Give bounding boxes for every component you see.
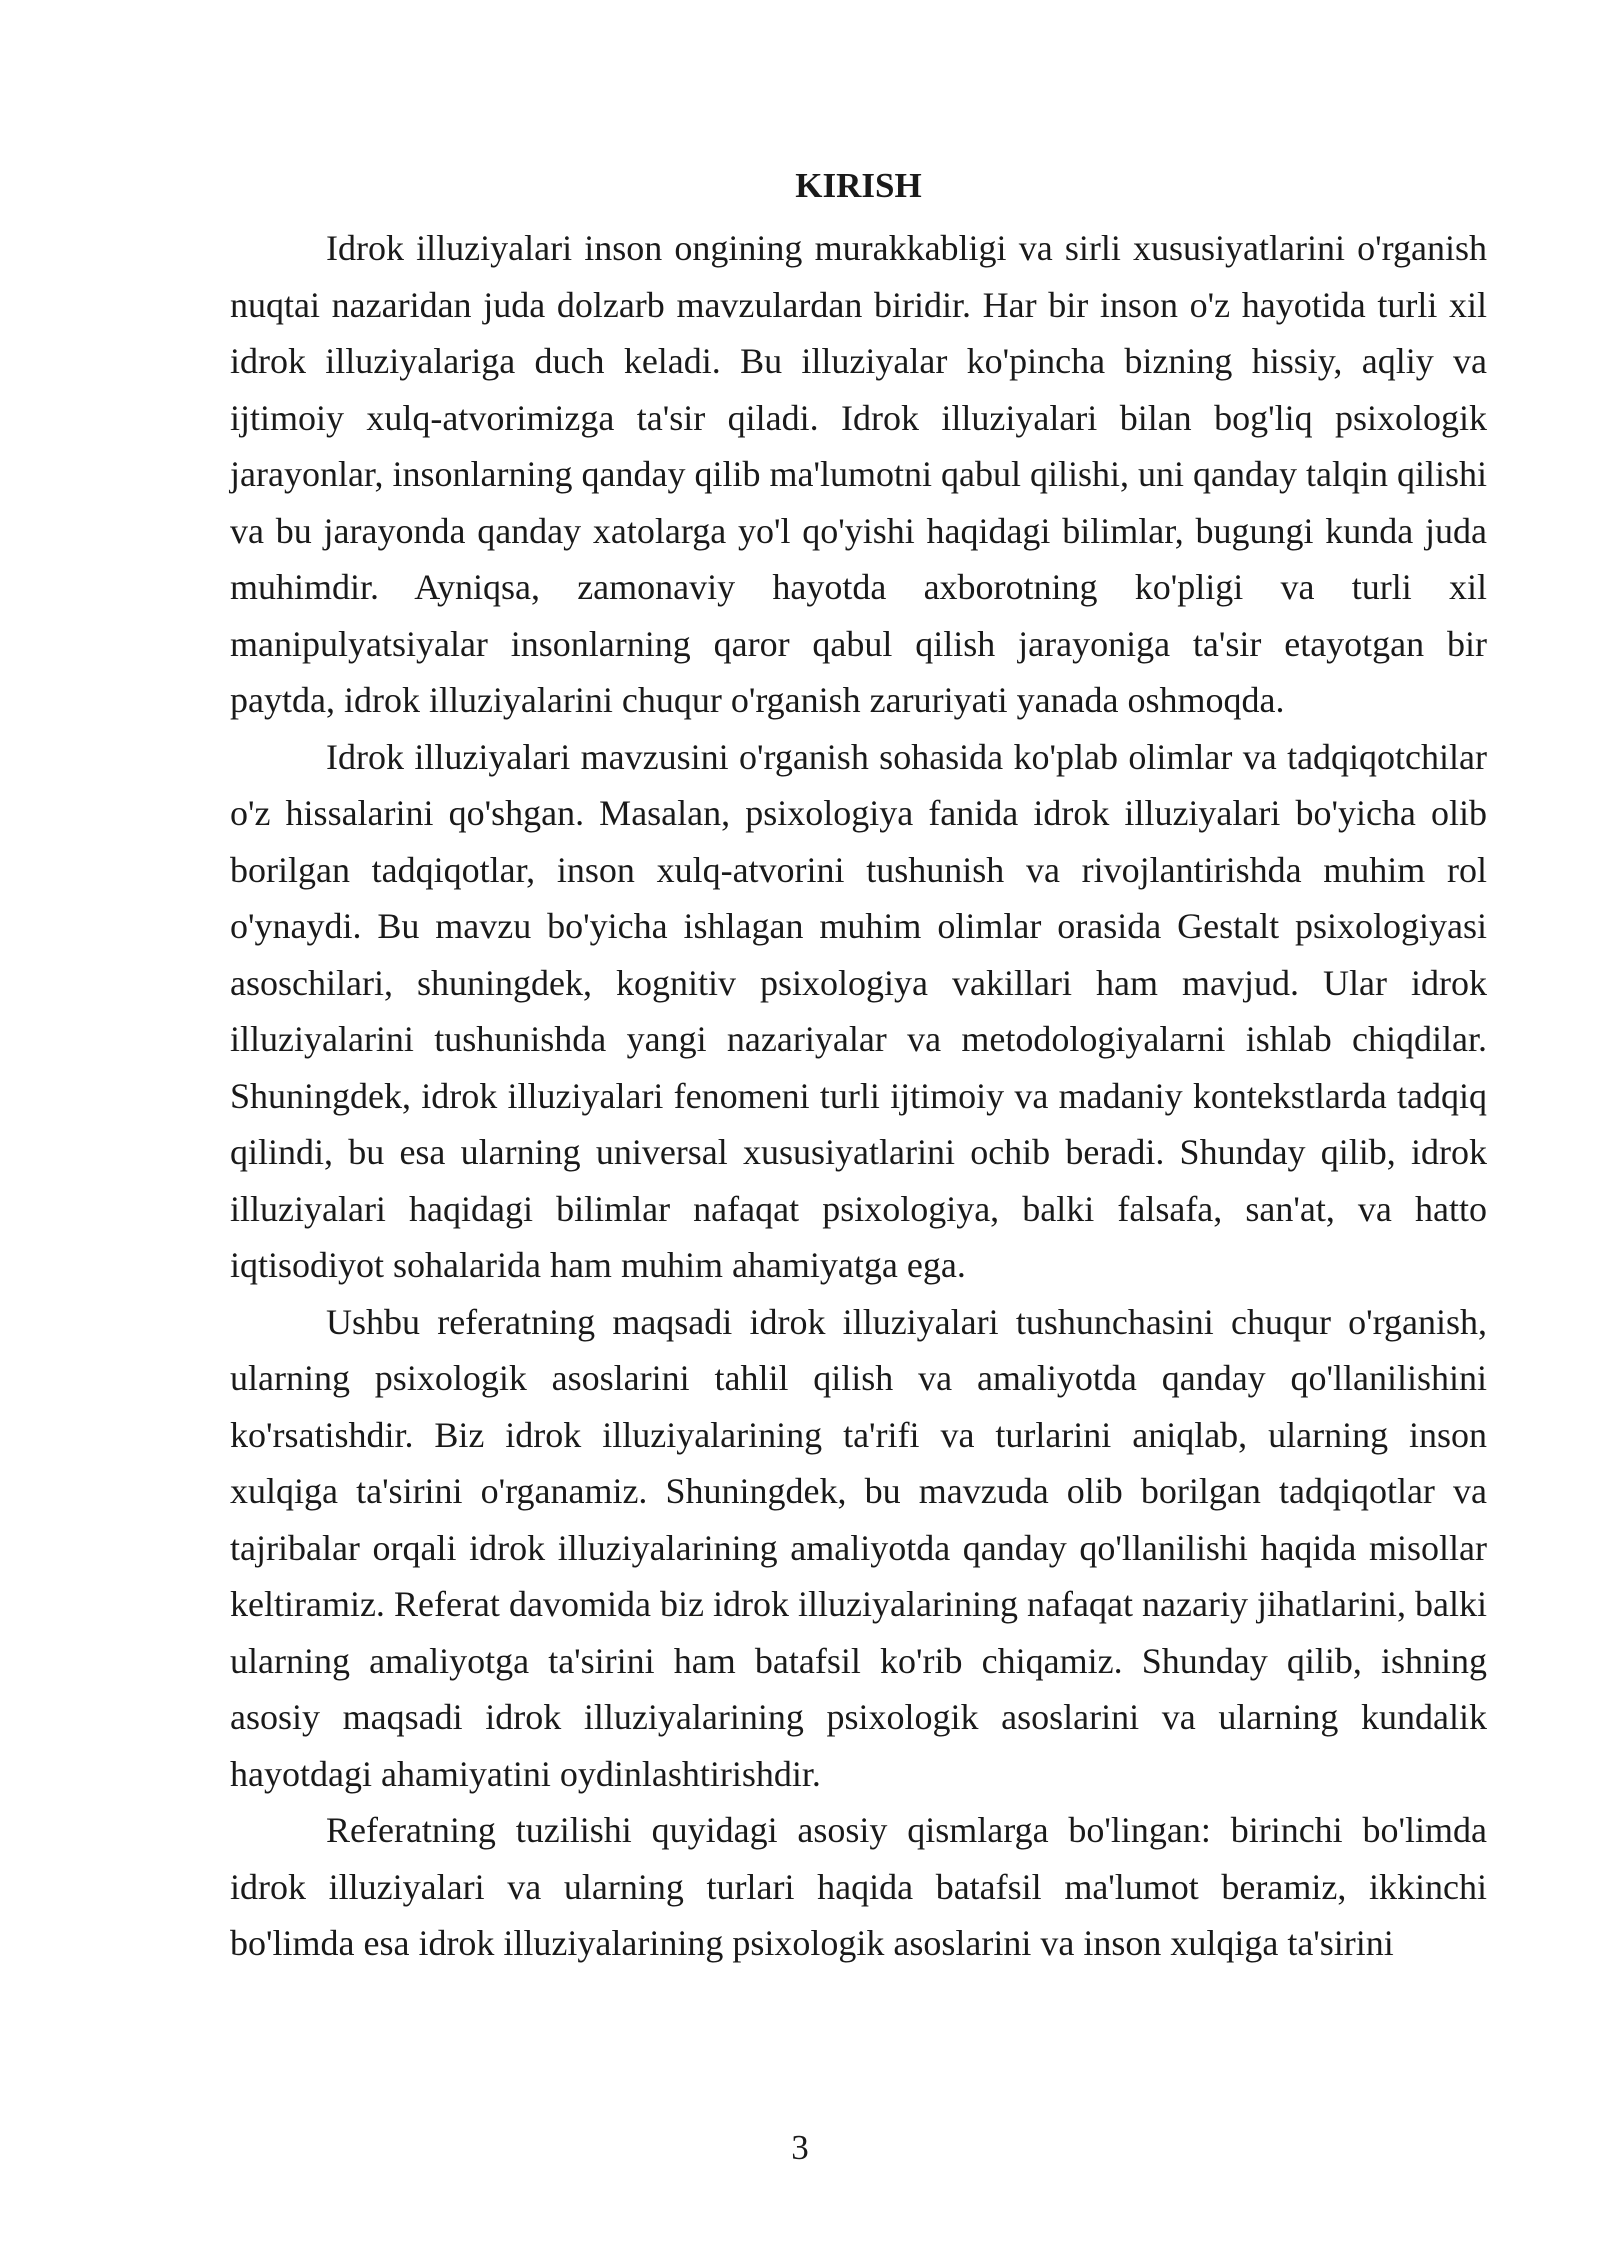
page-number: 3 <box>791 2128 809 2167</box>
section-heading: KIRISH <box>795 166 922 205</box>
paragraph-3: Ushbu referatning maqsadi idrok illuziyalari tushunchasini chuqur o'rganish, ularning psixologik asoslarini tahlil qilish va amaliyotda qanday qo'llanilishini ko'rsatishdir. Biz idrok illuziyalarining ta'rifi va turlarini aniqlab, ularning inson xulqiga ta'sirini o'rganamiz. Shuningdek, bu mavzuda olib borilgan tadqiqotlar va tajribalar orqali idrok illuziyalarining amaliyotda qanday qo'llanilishi haqida misollar keltiramiz. Referat davomida biz idrok illuziyalarining nafaqat nazariy jihatlarini, balki ularning amaliyotga ta'sirini ham batafsil ko'rib chiqamiz. Shunday qilib, ishning asosiy maqsadi idrok illuziyalarining psixologik asoslarini va ularning kundalik hayotdagi ahamiyatini oydinlashtirishdir. <box>230 1301 1487 1794</box>
paragraph-1: Idrok illuziyalari inson ongining murakkabligi va sirli xususiyatlarini o'rganish nuqtai nazaridan juda dolzarb mavzulardan biridir. Har bir inson o'z hayotida turli xil idrok illuziyalariga duch keladi. Bu illuziyalar ko'pincha bizning hissiy, aqliy va ijtimoiy xulq-atvorimizga ta'sir qiladi. Idrok illuziyalari bilan bog'liq psixologik jarayonlar, insonlarning qanday qilib ma'lumotni qabul qilishi, uni qanday talqin qilishi va bu jarayonda qanday xatolarga yo'l qo'yishi haqidagi bilimlar, bugungi kunda juda muhimdir. Ayniqsa, zamonaviy hayotda axborotning ko'pligi va turli xil manipulyatsiyalar insonlarning qaror qabul qilish jarayoniga ta'sir etayotgan bir paytda, idrok illuziyalarini chuqur o'rganish zaruriyati yanada oshmoqda. <box>230 228 1487 720</box>
paragraph-2: Idrok illuziyalari mavzusini o'rganish sohasida ko'plab olimlar va tadqiqotchilar o'z hissalarini qo'shgan. Masalan, psixologiya fanida idrok illuziyalari bo'yicha olib borilgan tadqiqotlar, inson xulq-atvorini tushunish va rivojlantirishda muhim rol o'ynaydi. Bu mavzu bo'yicha ishlagan muhim olimlar orasida Gestalt psixologiyasi asoschilari, shuningdek, kognitiv psixologiya vakillari ham mavjud. Ular idrok illuziyalarini tushunishda yangi nazariyalar va metodologiyalarni ishlab chiqdilar. Shuningdek, idrok illuziyalari fenomeni turli ijtimoiy va madaniy kontekstlarda tadqiq qilindi, bu esa ularning universal xususiyatlarini ochib beradi. Shunday qilib, idrok illuziyalari haqidagi bilimlar nafaqat psixologiya, balki falsafa, san'at, va hatto iqtisodiyot sohalarida ham muhim ahamiyatga ega. <box>230 736 1487 1285</box>
paragraph-4: Referatning tuzilishi quyidagi asosiy qismlarga bo'lingan: birinchi bo'limda idrok illuziyalari va ularning turlari haqida batafsil ma'lumot beramiz, ikkinchi bo'limda esa idrok illuziyalarining psixologik asoslarini va inson xulqiga ta'sirini <box>230 1810 1487 1963</box>
page-content <box>230 162 1487 1972</box>
